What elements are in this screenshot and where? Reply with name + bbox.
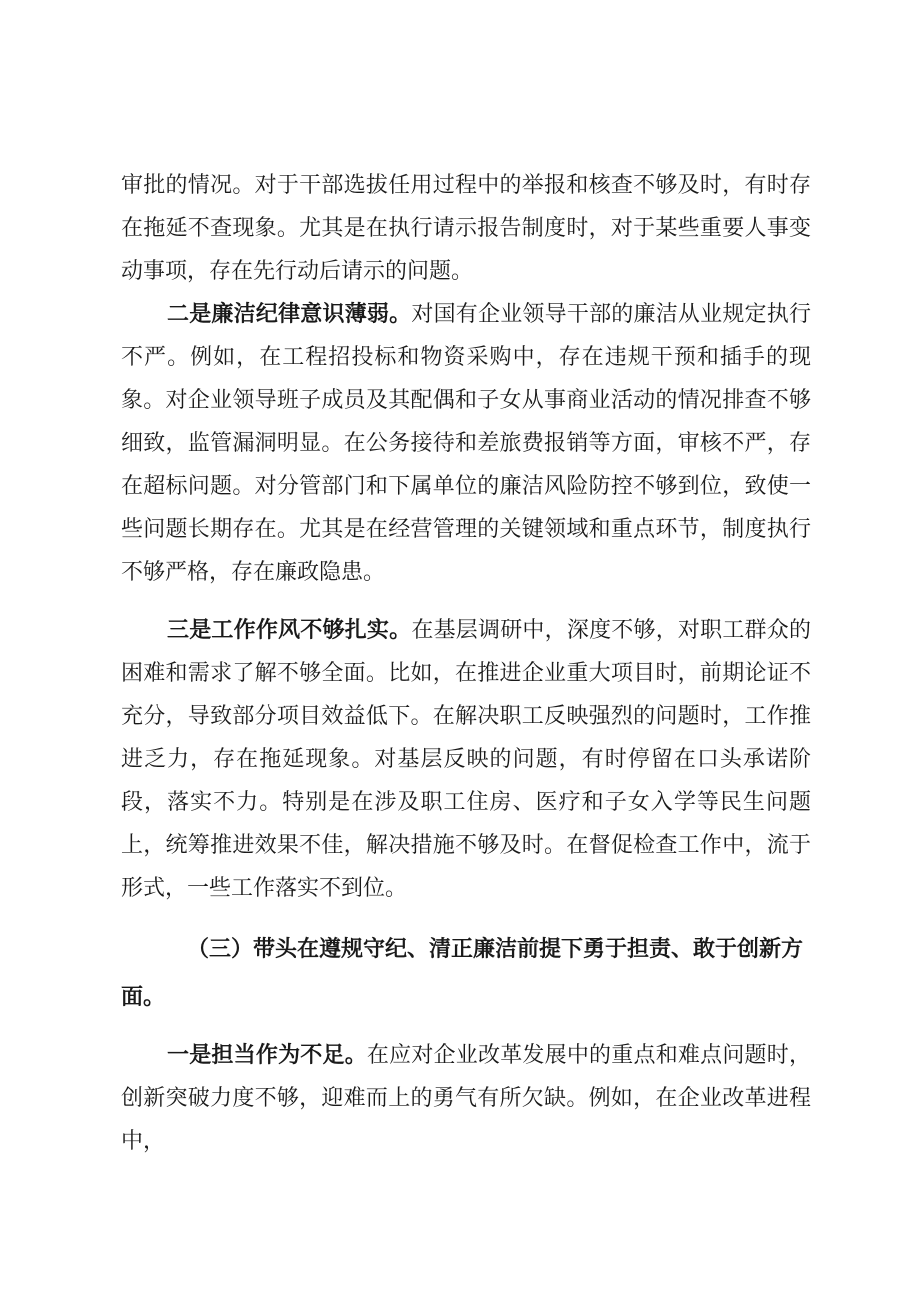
paragraph-lead: 二是廉洁纪律意识薄弱。 <box>167 301 412 327</box>
paragraph-responsibility <box>121 1034 811 1163</box>
paragraph-lead: 一是担当作为不足。 <box>167 1042 367 1068</box>
paragraph-text: 在基层调研中，深度不够，对职工群众的困难和需求了解不够全面。比如，在推进企业重大项目时，前期论证不充分，导致部分项目效益低下。在解决职工反映强烈的问题时，工作推进乏力，存在拖延现象。对基层反映的问题，有时停留在口头承诺阶段，落实不力。特别是在涉及职工住房、医疗和子女入学等民生问题上，统筹推进效果不佳，解决措施不够及时。在督促检查工作中，流于形式，一些工作落实不到位。 <box>121 618 811 901</box>
section-heading: （三）带头在遵规守纪、清正廉洁前提下勇于担责、敢于创新方面。 <box>121 936 804 1010</box>
paragraph-continued <box>121 164 811 293</box>
paragraph-text: 审批的情况。对于干部选拔任用过程中的举报和核查不够及时，有时存在拖延不查现象。尤其是在执行请示报告制度时，对于某些重要人事变动事项，存在先行动后请示的问题。 <box>121 173 811 284</box>
paragraph-integrity <box>121 293 811 594</box>
paragraph-lead: 三是工作作风不够扎实。 <box>167 617 412 643</box>
paragraph-text: 在应对企业改革发展中的重点和难点问题时，创新突破力度不够，迎难而上的勇气有所欠缺。例如，在企业改革进程中， <box>121 1043 811 1154</box>
paragraph-work-style <box>121 609 811 910</box>
paragraph-text: 对国有企业领导干部的廉洁从业规定执行不严。例如，在工程招投标和物资采购中，存在违规干预和插手的现象。对企业领导班子成员及其配偶和子女从事商业活动的情况排查不够细致，监管漏洞明显。在公务接待和差旅费报销等方面，审核不严，存在超标问题。对分管部门和下属单位的廉洁风险防控不够到位，致使一些问题长期存在。尤其是在经营管理的关键领域和重点环节，制度执行不够严格，存在廉政隐患。 <box>121 302 811 585</box>
